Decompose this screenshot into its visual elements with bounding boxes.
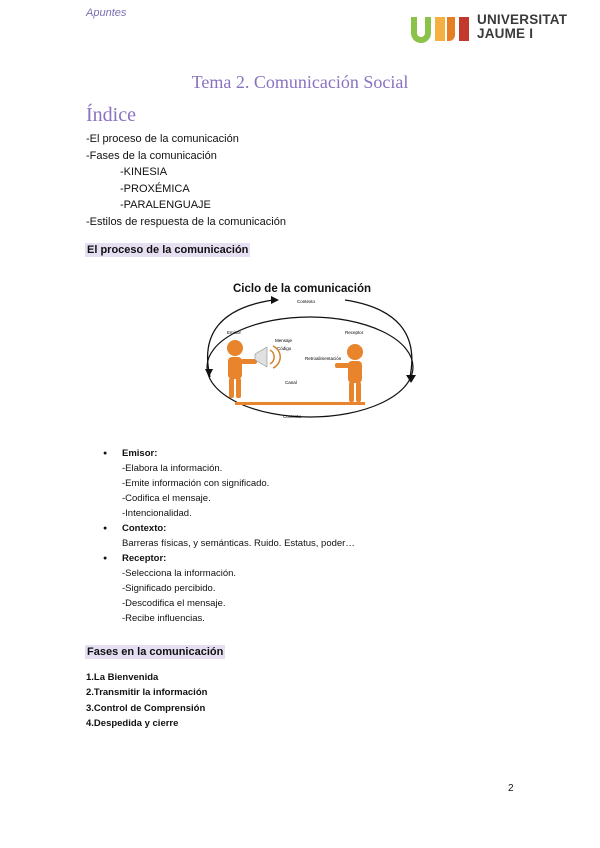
- logo-line-1: UNIVERSITAT: [477, 12, 568, 27]
- label-canal: Canal: [285, 380, 297, 385]
- label-receptor: Receptor: [345, 330, 364, 335]
- uji-logo-icon: [409, 15, 473, 43]
- bullet-receptor: ● Receptor:: [86, 551, 355, 566]
- bullet-line: -Recibe influencias.: [122, 613, 205, 624]
- label-context-bottom: Contexto: [283, 414, 302, 419]
- label-mensaje: Mensaje: [275, 338, 293, 343]
- bullet-line: -Descodifica el mensaje.: [122, 598, 226, 609]
- communication-cycle-figure: [195, 272, 425, 427]
- bullet-line: -Emite información con significado.: [122, 478, 270, 489]
- section-heading-proceso: El proceso de la comunicación: [87, 244, 249, 256]
- ground-line: [235, 402, 365, 405]
- page-title: Tema 2. Comunicación Social: [191, 72, 409, 92]
- table-of-contents: [86, 131, 286, 230]
- toc-subitem: -PARALENGUAJE: [120, 199, 211, 211]
- toc-subitem: -PROXÉMICA: [120, 182, 190, 195]
- toc-subitem: -KINESIA: [120, 166, 168, 178]
- index-title: Índice: [86, 104, 136, 126]
- bullet-line: -Intencionalidad.: [122, 508, 192, 519]
- arrow-icon: [205, 369, 213, 377]
- phase-item: 1.La Bienvenida: [86, 672, 159, 683]
- bullet-emisor: ● Emisor:: [86, 446, 355, 461]
- arrow-icon: [271, 296, 279, 304]
- toc-item: -Estilos de respuesta de la comunicación: [86, 215, 286, 228]
- label-emisor: Emisor: [227, 330, 242, 335]
- emisor-figure: [227, 340, 257, 398]
- university-logo: [409, 13, 579, 45]
- page-number: 2: [508, 783, 514, 794]
- toc-item: -Fases de la comunicación: [86, 149, 217, 162]
- phase-item: 4.Despedida y cierre: [86, 717, 179, 729]
- process-bullets: [86, 446, 355, 626]
- bullet-line: -Elabora la información.: [122, 463, 223, 474]
- bullet-line: -Selecciona la información.: [122, 568, 237, 579]
- phase-item: 2.Transmitir la información: [86, 687, 208, 699]
- bullet-contexto: ● Contexto:: [86, 521, 355, 536]
- receptor-figure: [335, 344, 363, 402]
- bullet-line: -Codifica el mensaje.: [122, 493, 211, 504]
- logo-line-2: JAUME I: [477, 26, 534, 41]
- label-codigo: Código: [277, 346, 292, 351]
- figure-title: Ciclo de la comunicación: [233, 283, 372, 295]
- section-heading-fases: Fases en la comunicación: [87, 646, 224, 658]
- label-retroalimentacion: Retroalimentación: [305, 356, 342, 361]
- toc-item: -El proceso de la comunicación: [86, 133, 239, 145]
- phases-list: [86, 670, 207, 731]
- label-context-top: Contexto: [297, 299, 316, 304]
- phase-item: 3.Control de Comprensión: [86, 702, 206, 714]
- header-label: Apuntes: [86, 7, 127, 19]
- bullet-line: Barreras físicas, y semánticas. Ruido. Estatus, poder…: [122, 538, 355, 549]
- bullet-line: -Significado percibido.: [122, 583, 216, 594]
